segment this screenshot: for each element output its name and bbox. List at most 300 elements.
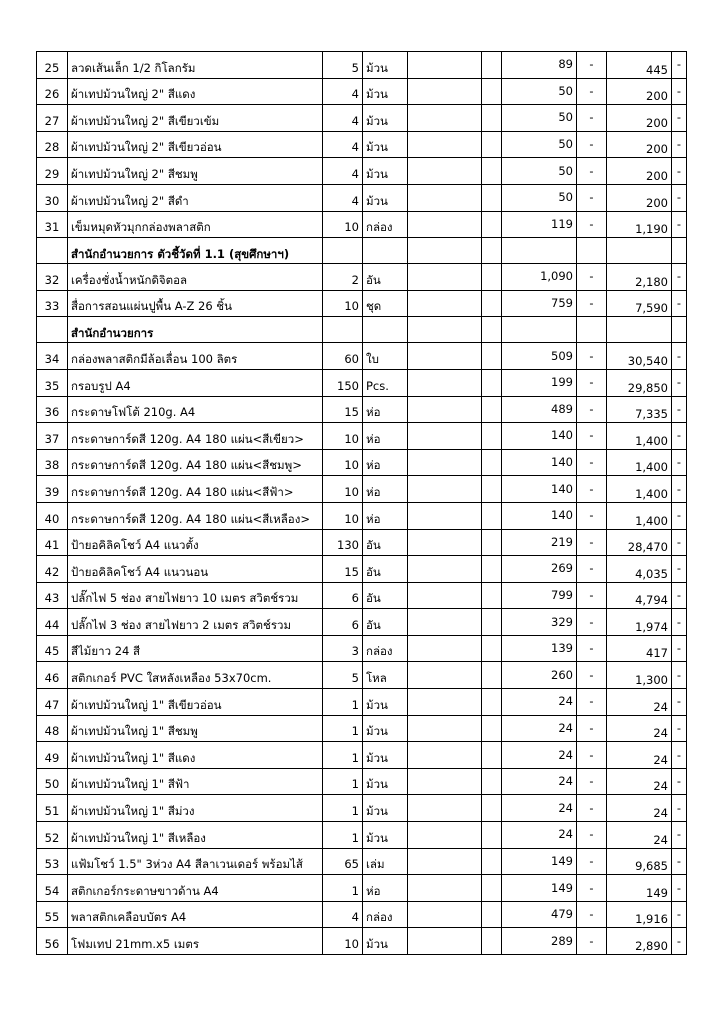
unit-price: 260 — [502, 662, 577, 689]
satang-dash: - — [672, 476, 687, 503]
satang-dash: - — [672, 105, 687, 132]
table-row — [37, 131, 687, 158]
table-row — [37, 369, 687, 396]
item-name: กรอบรูป A4 — [68, 369, 323, 396]
row-number: 54 — [37, 875, 68, 902]
satang-dash: - — [672, 875, 687, 902]
item-quantity: 10 — [323, 449, 363, 476]
row-number-cell — [37, 317, 68, 343]
blank-cell — [408, 238, 482, 264]
table-row — [37, 423, 687, 450]
qty-cell — [323, 238, 363, 264]
blank-cell — [482, 609, 502, 636]
blank-cell — [408, 158, 482, 185]
line-total: 24 — [607, 715, 672, 742]
satang-dash: - — [577, 529, 607, 556]
blank-cell — [482, 52, 502, 79]
item-quantity: 1 — [323, 689, 363, 716]
table-row — [37, 768, 687, 795]
table-row — [37, 184, 687, 211]
item-quantity: 6 — [323, 609, 363, 636]
item-unit: เล่ม — [363, 848, 408, 875]
blank-cell — [482, 158, 502, 185]
item-quantity: 1 — [323, 875, 363, 902]
satang-dash: - — [672, 901, 687, 928]
satang-dash: - — [577, 795, 607, 822]
line-total: 1,400 — [607, 423, 672, 450]
line-total: 24 — [607, 689, 672, 716]
blank-cell — [408, 476, 482, 503]
item-quantity: 4 — [323, 78, 363, 105]
satang-dash: - — [672, 662, 687, 689]
line-total: 7,335 — [607, 396, 672, 423]
table-row — [37, 795, 687, 822]
blank-cell — [482, 822, 502, 849]
table-row — [37, 875, 687, 902]
blank-cell — [408, 822, 482, 849]
line-total: 1,190 — [607, 211, 672, 238]
satang-dash: - — [672, 423, 687, 450]
item-name: สื่อการสอนแผ่นปูพื้น A-Z 26 ชิ้น — [68, 290, 323, 317]
line-total: 24 — [607, 768, 672, 795]
item-quantity: 5 — [323, 52, 363, 79]
row-number: 33 — [37, 290, 68, 317]
blank-cell — [408, 290, 482, 317]
item-name: ผ้าเทปม้วนใหญ่ 1" สีม่วง — [68, 795, 323, 822]
item-quantity: 1 — [323, 768, 363, 795]
unit-price: 119 — [502, 211, 577, 238]
unit-price: 24 — [502, 795, 577, 822]
blank-cell — [482, 529, 502, 556]
item-unit: ม้วน — [363, 158, 408, 185]
satang-dash: - — [672, 369, 687, 396]
row-number: 48 — [37, 715, 68, 742]
satang-dash: - — [577, 78, 607, 105]
blank-cell — [482, 848, 502, 875]
line-total: 2,180 — [607, 264, 672, 291]
row-number: 30 — [37, 184, 68, 211]
satang-dash: - — [672, 184, 687, 211]
row-number: 39 — [37, 476, 68, 503]
blank-cell — [408, 795, 482, 822]
blank-cell — [482, 875, 502, 902]
line-total: 24 — [607, 822, 672, 849]
blank-cell — [482, 290, 502, 317]
item-name: กระดาษการ์ดสี 120g. A4 180 แผ่น<สีเขียว> — [68, 423, 323, 450]
blank-cell — [408, 211, 482, 238]
item-name: กระดาษโฟโต้ 210g. A4 — [68, 396, 323, 423]
blank-cell — [482, 901, 502, 928]
item-name: พลาสติกเคลือบบัตร A4 — [68, 901, 323, 928]
satang-dash: - — [577, 742, 607, 769]
item-quantity: 2 — [323, 264, 363, 291]
item-unit: ม้วน — [363, 689, 408, 716]
blank-cell — [408, 52, 482, 79]
item-quantity: 5 — [323, 662, 363, 689]
item-quantity: 10 — [323, 423, 363, 450]
blank-cell — [482, 582, 502, 609]
blank-cell — [408, 689, 482, 716]
satang-dash: - — [672, 582, 687, 609]
unit-price: 24 — [502, 768, 577, 795]
table-row — [37, 635, 687, 662]
item-name: ผ้าเทปม้วนใหญ่ 2" สีชมพู — [68, 158, 323, 185]
blank-cell — [408, 78, 482, 105]
item-unit: ม้วน — [363, 822, 408, 849]
item-quantity: 10 — [323, 502, 363, 529]
blank-cell — [482, 502, 502, 529]
satang-dash: - — [577, 848, 607, 875]
item-quantity: 10 — [323, 476, 363, 503]
unit-price: 24 — [502, 822, 577, 849]
item-name: โฟมเทป 21mm.x5 เมตร — [68, 928, 323, 955]
blank-cell — [482, 211, 502, 238]
item-quantity: 4 — [323, 184, 363, 211]
blank-cell — [482, 396, 502, 423]
line-total: 1,400 — [607, 476, 672, 503]
satang-dash: - — [672, 556, 687, 583]
row-number: 28 — [37, 131, 68, 158]
item-quantity: 4 — [323, 158, 363, 185]
row-number: 51 — [37, 795, 68, 822]
line-total: 445 — [607, 52, 672, 79]
line-total: 24 — [607, 742, 672, 769]
satang-dash: - — [672, 264, 687, 291]
row-number: 25 — [37, 52, 68, 79]
blank-cell — [482, 105, 502, 132]
item-name: สติกเกอร์ PVC ใสหลังเหลือง 53x70cm. — [68, 662, 323, 689]
dash-cell — [672, 317, 687, 343]
satang-dash: - — [577, 609, 607, 636]
item-unit: ม้วน — [363, 795, 408, 822]
unit-price: 1,090 — [502, 264, 577, 291]
item-name: กระดาษการ์ดสี 120g. A4 180 แผ่น<สีชมพู> — [68, 449, 323, 476]
line-total: 28,470 — [607, 529, 672, 556]
item-unit: ห่อ — [363, 502, 408, 529]
blank-cell — [482, 662, 502, 689]
unit-price: 489 — [502, 396, 577, 423]
row-number: 32 — [37, 264, 68, 291]
row-number: 43 — [37, 582, 68, 609]
item-quantity: 1 — [323, 742, 363, 769]
total-cell — [607, 317, 672, 343]
item-quantity: 1 — [323, 795, 363, 822]
blank-cell — [408, 131, 482, 158]
row-number-cell — [37, 238, 68, 264]
qty-cell — [323, 317, 363, 343]
row-number: 26 — [37, 78, 68, 105]
item-unit: อัน — [363, 582, 408, 609]
item-name: ผ้าเทปม้วนใหญ่ 2" สีแดง — [68, 78, 323, 105]
item-name: ป้ายอคิลิคโชว์ A4 แนวตั้ง — [68, 529, 323, 556]
item-unit: ห่อ — [363, 476, 408, 503]
satang-dash: - — [672, 795, 687, 822]
line-total: 200 — [607, 158, 672, 185]
row-number: 50 — [37, 768, 68, 795]
satang-dash: - — [577, 396, 607, 423]
item-unit: อัน — [363, 556, 408, 583]
item-name: สติกเกอร์กระดาษขาวด้าน A4 — [68, 875, 323, 902]
table-row — [37, 211, 687, 238]
blank-cell — [482, 131, 502, 158]
table-row — [37, 556, 687, 583]
blank-cell — [482, 369, 502, 396]
item-name: ผ้าเทปม้วนใหญ่ 1" สีชมพู — [68, 715, 323, 742]
dash-cell — [672, 238, 687, 264]
table-row — [37, 848, 687, 875]
blank-cell — [408, 105, 482, 132]
item-unit: ม้วน — [363, 78, 408, 105]
line-total: 4,794 — [607, 582, 672, 609]
table-row — [37, 158, 687, 185]
satang-dash: - — [577, 582, 607, 609]
blank-cell — [408, 369, 482, 396]
row-number: 44 — [37, 609, 68, 636]
blank-cell — [482, 928, 502, 955]
blank-cell — [408, 742, 482, 769]
satang-dash: - — [672, 449, 687, 476]
item-quantity: 130 — [323, 529, 363, 556]
line-total: 2,890 — [607, 928, 672, 955]
item-name: แฟ้มโชว์ 1.5" 3ห่วง A4 สีลาเวนเดอร์ พร้อมไส้ — [68, 848, 323, 875]
item-quantity: 6 — [323, 582, 363, 609]
satang-dash: - — [577, 105, 607, 132]
satang-dash: - — [672, 396, 687, 423]
item-quantity: 3 — [323, 635, 363, 662]
blank-cell — [482, 556, 502, 583]
satang-dash: - — [577, 689, 607, 716]
table-row — [37, 822, 687, 849]
item-name: ผ้าเทปม้วนใหญ่ 2" สีดำ — [68, 184, 323, 211]
blank-cell — [482, 184, 502, 211]
row-number: 45 — [37, 635, 68, 662]
blank-cell — [408, 609, 482, 636]
line-total: 149 — [607, 875, 672, 902]
line-total: 30,540 — [607, 343, 672, 370]
table-row — [37, 449, 687, 476]
blank-cell — [408, 343, 482, 370]
row-number: 40 — [37, 502, 68, 529]
item-unit: ห่อ — [363, 423, 408, 450]
table-row — [37, 502, 687, 529]
unit-price: 140 — [502, 476, 577, 503]
satang-dash: - — [672, 848, 687, 875]
row-number: 42 — [37, 556, 68, 583]
unit-price: 140 — [502, 423, 577, 450]
row-number: 37 — [37, 423, 68, 450]
dash-cell — [577, 238, 607, 264]
blank-cell — [482, 635, 502, 662]
satang-dash: - — [577, 822, 607, 849]
unit-price: 24 — [502, 742, 577, 769]
line-total: 1,300 — [607, 662, 672, 689]
table-row — [37, 689, 687, 716]
line-total: 200 — [607, 131, 672, 158]
unit-price: 140 — [502, 502, 577, 529]
unit-price: 24 — [502, 689, 577, 716]
unit-price: 50 — [502, 105, 577, 132]
blank-cell — [482, 795, 502, 822]
satang-dash: - — [672, 343, 687, 370]
blank-cell — [482, 238, 502, 264]
row-number: 55 — [37, 901, 68, 928]
blank-cell — [408, 396, 482, 423]
satang-dash: - — [577, 875, 607, 902]
item-name: กระดาษการ์ดสี 120g. A4 180 แผ่น<สีเหลือง> — [68, 502, 323, 529]
line-total: 200 — [607, 184, 672, 211]
item-name: ผ้าเทปม้วนใหญ่ 1" สีแดง — [68, 742, 323, 769]
item-unit: ม้วน — [363, 131, 408, 158]
item-name: ผ้าเทปม้วนใหญ่ 2" สีเขียวเข้ม — [68, 105, 323, 132]
item-unit: ม้วน — [363, 184, 408, 211]
satang-dash: - — [672, 502, 687, 529]
unit-price: 479 — [502, 901, 577, 928]
blank-cell — [408, 317, 482, 343]
blank-cell — [408, 901, 482, 928]
satang-dash: - — [672, 715, 687, 742]
table-body — [37, 52, 687, 955]
satang-dash: - — [577, 476, 607, 503]
unit-price: 50 — [502, 78, 577, 105]
row-number: 36 — [37, 396, 68, 423]
satang-dash: - — [577, 449, 607, 476]
row-number: 31 — [37, 211, 68, 238]
blank-cell — [408, 502, 482, 529]
item-unit: ม้วน — [363, 742, 408, 769]
satang-dash: - — [577, 635, 607, 662]
satang-dash: - — [672, 635, 687, 662]
table-row — [37, 715, 687, 742]
blank-cell — [482, 449, 502, 476]
table-row — [37, 78, 687, 105]
blank-cell — [408, 848, 482, 875]
unit-price: 24 — [502, 715, 577, 742]
line-total: 7,590 — [607, 290, 672, 317]
satang-dash: - — [672, 928, 687, 955]
unit-price: 149 — [502, 875, 577, 902]
blank-cell — [482, 264, 502, 291]
blank-cell — [408, 582, 482, 609]
item-unit: ม้วน — [363, 52, 408, 79]
price-table — [36, 51, 687, 955]
blank-cell — [482, 78, 502, 105]
row-number: 34 — [37, 343, 68, 370]
satang-dash: - — [672, 78, 687, 105]
item-unit: ม้วน — [363, 768, 408, 795]
price-cell — [502, 238, 577, 264]
section-title: สำนักอำนวยการ ตัวชี้วัดที่ 1.1 (สุขศึกษาฯ) — [68, 238, 323, 264]
blank-cell — [408, 635, 482, 662]
row-number: 52 — [37, 822, 68, 849]
blank-cell — [482, 689, 502, 716]
line-total: 417 — [607, 635, 672, 662]
satang-dash: - — [577, 211, 607, 238]
unit-price: 199 — [502, 369, 577, 396]
item-unit: ใบ — [363, 343, 408, 370]
item-name: เข็มหมุดหัวมุกกล่องพลาสติก — [68, 211, 323, 238]
item-unit: อัน — [363, 529, 408, 556]
satang-dash: - — [672, 158, 687, 185]
blank-cell — [482, 423, 502, 450]
line-total: 29,850 — [607, 369, 672, 396]
unit-price: 329 — [502, 609, 577, 636]
satang-dash: - — [577, 928, 607, 955]
row-number: 47 — [37, 689, 68, 716]
unit-price: 50 — [502, 184, 577, 211]
satang-dash: - — [577, 768, 607, 795]
unit-price: 89 — [502, 52, 577, 79]
satang-dash: - — [577, 715, 607, 742]
line-total: 24 — [607, 795, 672, 822]
row-number: 49 — [37, 742, 68, 769]
unit-price: 219 — [502, 529, 577, 556]
item-name: ผ้าเทปม้วนใหญ่ 1" สีฟ้า — [68, 768, 323, 795]
row-number: 46 — [37, 662, 68, 689]
table-row — [37, 105, 687, 132]
satang-dash: - — [577, 290, 607, 317]
item-unit: กล่อง — [363, 901, 408, 928]
item-unit: ชุด — [363, 290, 408, 317]
satang-dash: - — [577, 52, 607, 79]
unit-price: 149 — [502, 848, 577, 875]
satang-dash: - — [577, 662, 607, 689]
total-cell — [607, 238, 672, 264]
table-row — [37, 662, 687, 689]
item-quantity: 1 — [323, 822, 363, 849]
blank-cell — [408, 449, 482, 476]
blank-cell — [408, 662, 482, 689]
satang-dash: - — [577, 901, 607, 928]
item-unit: Pcs. — [363, 369, 408, 396]
item-quantity: 150 — [323, 369, 363, 396]
unit-price: 289 — [502, 928, 577, 955]
line-total: 1,916 — [607, 901, 672, 928]
table-row — [37, 290, 687, 317]
blank-cell — [482, 343, 502, 370]
unit-price: 50 — [502, 131, 577, 158]
blank-cell — [408, 715, 482, 742]
blank-cell — [408, 423, 482, 450]
item-quantity: 4 — [323, 901, 363, 928]
unit-price: 50 — [502, 158, 577, 185]
item-name: ป้ายอคิลิคโชว์ A4 แนวนอน — [68, 556, 323, 583]
row-number: 38 — [37, 449, 68, 476]
unit-cell — [363, 317, 408, 343]
line-total: 200 — [607, 78, 672, 105]
blank-cell — [408, 875, 482, 902]
unit-price: 139 — [502, 635, 577, 662]
item-quantity: 60 — [323, 343, 363, 370]
line-total: 1,400 — [607, 502, 672, 529]
item-quantity: 4 — [323, 105, 363, 132]
satang-dash: - — [577, 264, 607, 291]
item-unit: อัน — [363, 609, 408, 636]
item-quantity: 15 — [323, 396, 363, 423]
satang-dash: - — [577, 131, 607, 158]
unit-price: 140 — [502, 449, 577, 476]
item-quantity: 10 — [323, 928, 363, 955]
item-name: เครื่องชั่งน้ำหนักดิจิตอล — [68, 264, 323, 291]
blank-cell — [408, 556, 482, 583]
satang-dash: - — [672, 689, 687, 716]
item-name: กล่องพลาสติกมีล้อเลื่อน 100 ลิตร — [68, 343, 323, 370]
row-number: 27 — [37, 105, 68, 132]
line-total: 1,400 — [607, 449, 672, 476]
row-number: 53 — [37, 848, 68, 875]
dash-cell — [577, 317, 607, 343]
satang-dash: - — [672, 609, 687, 636]
satang-dash: - — [672, 52, 687, 79]
